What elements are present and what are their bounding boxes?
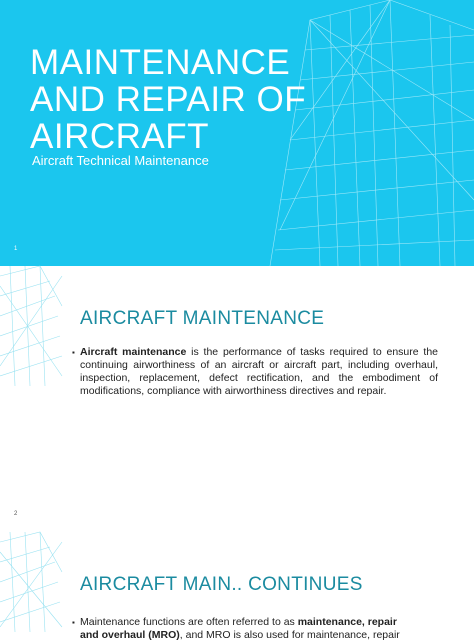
content-slide-maintenance [0,266,474,532]
bullet-item [72,616,438,642]
slide-number: 1 [14,246,18,252]
slide-subtitle: Aircraft Technical Maintenance [32,153,209,168]
square-bullet-icon: ▪ [72,618,75,627]
square-bullet-icon: ▪ [72,348,75,357]
slide-heading: AIRCRAFT MAIN.. CONTINUES [80,574,363,595]
slide-number: 2 [14,511,18,517]
bullet-bold-lead: Aircraft maintenance [80,346,187,358]
bullet-text: Maintenance functions are often referred to as [80,616,298,628]
bullet-text: is the performance of tasks required to ensure the continuing airworthiness of an aircraft or aircraft part, including overhaul, inspection, replacement, defect rectification, and the embodiment of modifications, compliance with airworthiness directives and repair. [80,346,438,397]
bullet-bold-term-2: and overhaul (MRO) [80,629,180,641]
content-slide-continues [0,532,474,641]
building-wireframe-graphic [0,532,62,632]
slide-heading: AIRCRAFT MAINTENANCE [80,308,325,329]
bullet-item [72,346,438,398]
bullet-text-2: , and MRO is also used for maintenance, repair [179,629,400,641]
slide-title: MAINTENANCE AND REPAIR OF AIRCRAFT [30,43,307,156]
bullet-bold-term: maintenance, repair [297,616,397,628]
title-slide [0,0,474,266]
building-wireframe-graphic [0,266,62,386]
